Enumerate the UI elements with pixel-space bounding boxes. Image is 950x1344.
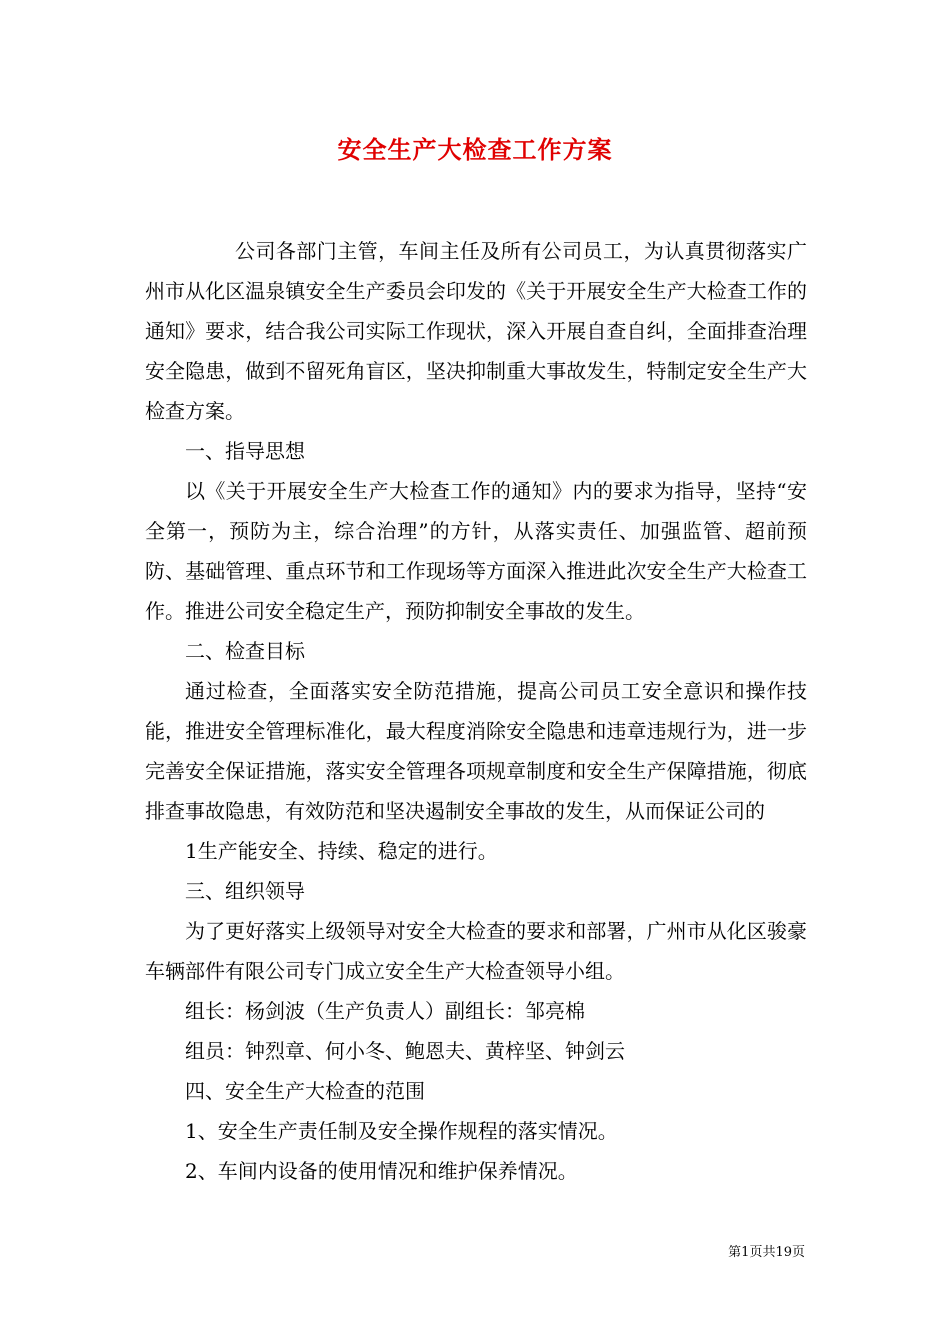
inspection-goals-continuation: 1生产能安全、持续、稳定的进行。	[185, 839, 498, 863]
team-leaders-line: 组长：杨剑波（生产负责人）副组长：邹亮棉	[185, 999, 585, 1023]
section-heading-organization: 三、组织领导	[185, 879, 305, 903]
intro-paragraph: 公司各部门主管，车间主任及所有公司员工，为认真贯彻落实广州市从化区温泉镇安全生产委员会印发的《关于开展安全生产大检查工作的通知》要求，结合我公司实际工作现状，深入开展自查自纠，全面排查治理安全隐患，做到不留死角盲区，坚决抑制重大事故发生，特制定安全生产大检查方案。	[145, 239, 807, 423]
team-members-line: 组员：钟烈章、何小冬、鲍恩夫、黄梓坚、钟剑云	[185, 1039, 625, 1063]
inspection-goals-paragraph: 通过检查，全面落实安全防范措施，提高公司员工安全意识和操作技能，推进安全管理标准化，最大程度消除安全隐患和违章违规行为，进一步完善安全保证措施，落实安全管理各项规章制度和安全生产保障措施，彻底排查事故隐患，有效防范和坚决遏制安全事故的发生，从而保证公司的	[145, 679, 807, 823]
section-heading-guiding-ideology: 一、指导思想	[185, 439, 305, 463]
scope-item-2: 2、车间内设备的使用情况和维护保养情况。	[185, 1159, 578, 1183]
page-number-footer: 第1页共19页	[728, 1245, 805, 1260]
guiding-ideology-paragraph: 以《关于开展安全生产大检查工作的通知》内的要求为指导，坚持“安全第一，预防为主，综合治理”的方针，从落实责任、加强监管、超前预防、基础管理、重点环节和工作现场等方面深入推进此次安全生产大检查工作。推进公司安全稳定生产，预防抑制安全事故的发生。	[145, 479, 807, 623]
section-heading-inspection-scope: 四、安全生产大检查的范围	[185, 1079, 425, 1103]
document-title: 安全生产大检查工作方案	[337, 135, 613, 164]
document-body	[145, 231, 807, 1191]
section-heading-inspection-goals: 二、检查目标	[185, 639, 305, 663]
organization-paragraph: 为了更好落实上级领导对安全大检查的要求和部署，广州市从化区骏豪车辆部件有限公司专门成立安全生产大检查领导小组。	[145, 919, 807, 983]
scope-item-1: 1、安全生产责任制及安全操作规程的落实情况。	[185, 1119, 618, 1143]
